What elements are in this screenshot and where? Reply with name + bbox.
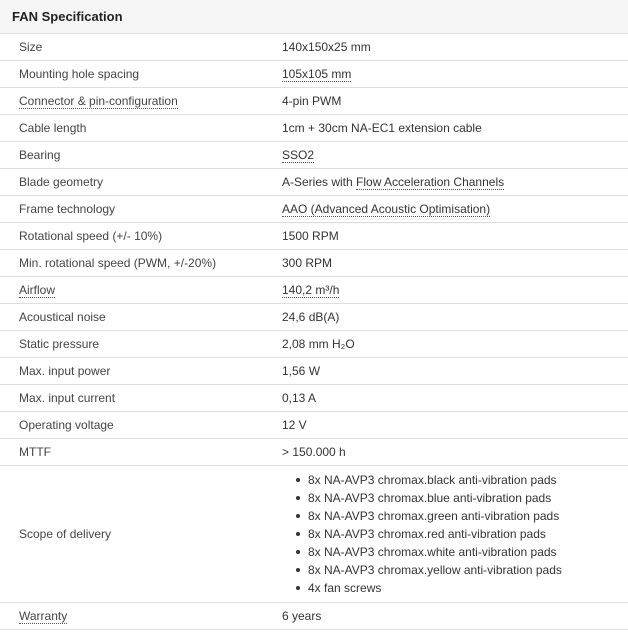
spec-value-link[interactable]: AAO (Advanced Acoustic Optimisation) [282,202,491,216]
spec-label: Static pressure [0,331,282,358]
spec-row-min-speed [0,250,628,277]
spec-value-cell [282,196,628,223]
spec-label: Mounting hole spacing [0,61,282,88]
spec-value: 1cm + 30cm NA-EC1 extension cable [282,115,628,142]
spec-row-size [0,34,628,61]
spec-row-mounting [0,61,628,88]
spec-value: 6 years [282,603,628,630]
spec-label-cell [0,88,282,115]
spec-value: 0,13 A [282,385,628,412]
spec-row-mttf [0,439,628,466]
spec-label: Min. rotational speed (PWM, +/-20%) [0,250,282,277]
spec-value-link[interactable]: 105x105 mm [282,67,352,81]
spec-row-cable [0,115,628,142]
spec-label: MTTF [0,439,282,466]
spec-row-voltage [0,412,628,439]
spec-row-current [0,385,628,412]
spec-label: Blade geometry [0,169,282,196]
spec-label-link[interactable]: Airflow [19,283,56,297]
spec-label-cell [0,603,282,630]
spec-row-frame [0,196,628,223]
list-item: 4x fan screws [296,579,628,597]
spec-value: 24,6 dB(A) [282,304,628,331]
spec-label: Bearing [0,142,282,169]
spec-value-cell [282,466,628,603]
spec-row-pressure [0,331,628,358]
spec-row-connector [0,88,628,115]
spec-row-noise [0,304,628,331]
spec-row-warranty [0,603,628,630]
delivery-list [282,471,628,597]
spec-label: Scope of delivery [0,466,282,603]
spec-label: Max. input power [0,358,282,385]
spec-label-cell [0,277,282,304]
list-item: 8x NA-AVP3 chromax.green anti-vibration pads [296,507,628,525]
spec-value: 12 V [282,412,628,439]
list-item: 8x NA-AVP3 chromax.white anti-vibration pads [296,543,628,561]
list-item: 8x NA-AVP3 chromax.red anti-vibration pads [296,525,628,543]
spec-value: 300 RPM [282,250,628,277]
spec-table [0,34,628,630]
spec-row-blade [0,169,628,196]
spec-row-scope [0,466,628,603]
spec-value-cell [282,277,628,304]
list-item: 8x NA-AVP3 chromax.black anti-vibration pads [296,471,628,489]
spec-value-link[interactable]: 140,2 m³/h [282,283,340,297]
spec-row-speed [0,223,628,250]
list-item: 8x NA-AVP3 chromax.yellow anti-vibration pads [296,561,628,579]
spec-label: Size [0,34,282,61]
spec-value-prefix: A-Series with [282,175,357,189]
spec-label: Max. input current [0,385,282,412]
spec-value: 1500 RPM [282,223,628,250]
spec-value: 140x150x25 mm [282,34,628,61]
spec-value: 1,56 W [282,358,628,385]
spec-value-link[interactable]: Flow Acceleration Channels [356,175,505,189]
spec-value-cell [282,142,628,169]
spec-value-link[interactable]: SSO2 [282,148,315,162]
spec-value: > 150.000 h [282,439,628,466]
spec-value: 2,08 mm H₂O [282,331,628,358]
spec-row-airflow [0,277,628,304]
spec-label: Frame technology [0,196,282,223]
spec-label-link[interactable]: Warranty [19,609,68,623]
spec-value-cell [282,169,628,196]
spec-title: FAN Specification [0,0,628,34]
spec-row-power [0,358,628,385]
spec-label: Cable length [0,115,282,142]
spec-label: Rotational speed (+/- 10%) [0,223,282,250]
spec-value-cell [282,61,628,88]
list-item: 8x NA-AVP3 chromax.blue anti-vibration pads [296,489,628,507]
spec-value: 4-pin PWM [282,88,628,115]
spec-row-bearing [0,142,628,169]
spec-label-link[interactable]: Connector & pin-configuration [19,94,178,108]
spec-label: Operating voltage [0,412,282,439]
spec-label: Acoustical noise [0,304,282,331]
